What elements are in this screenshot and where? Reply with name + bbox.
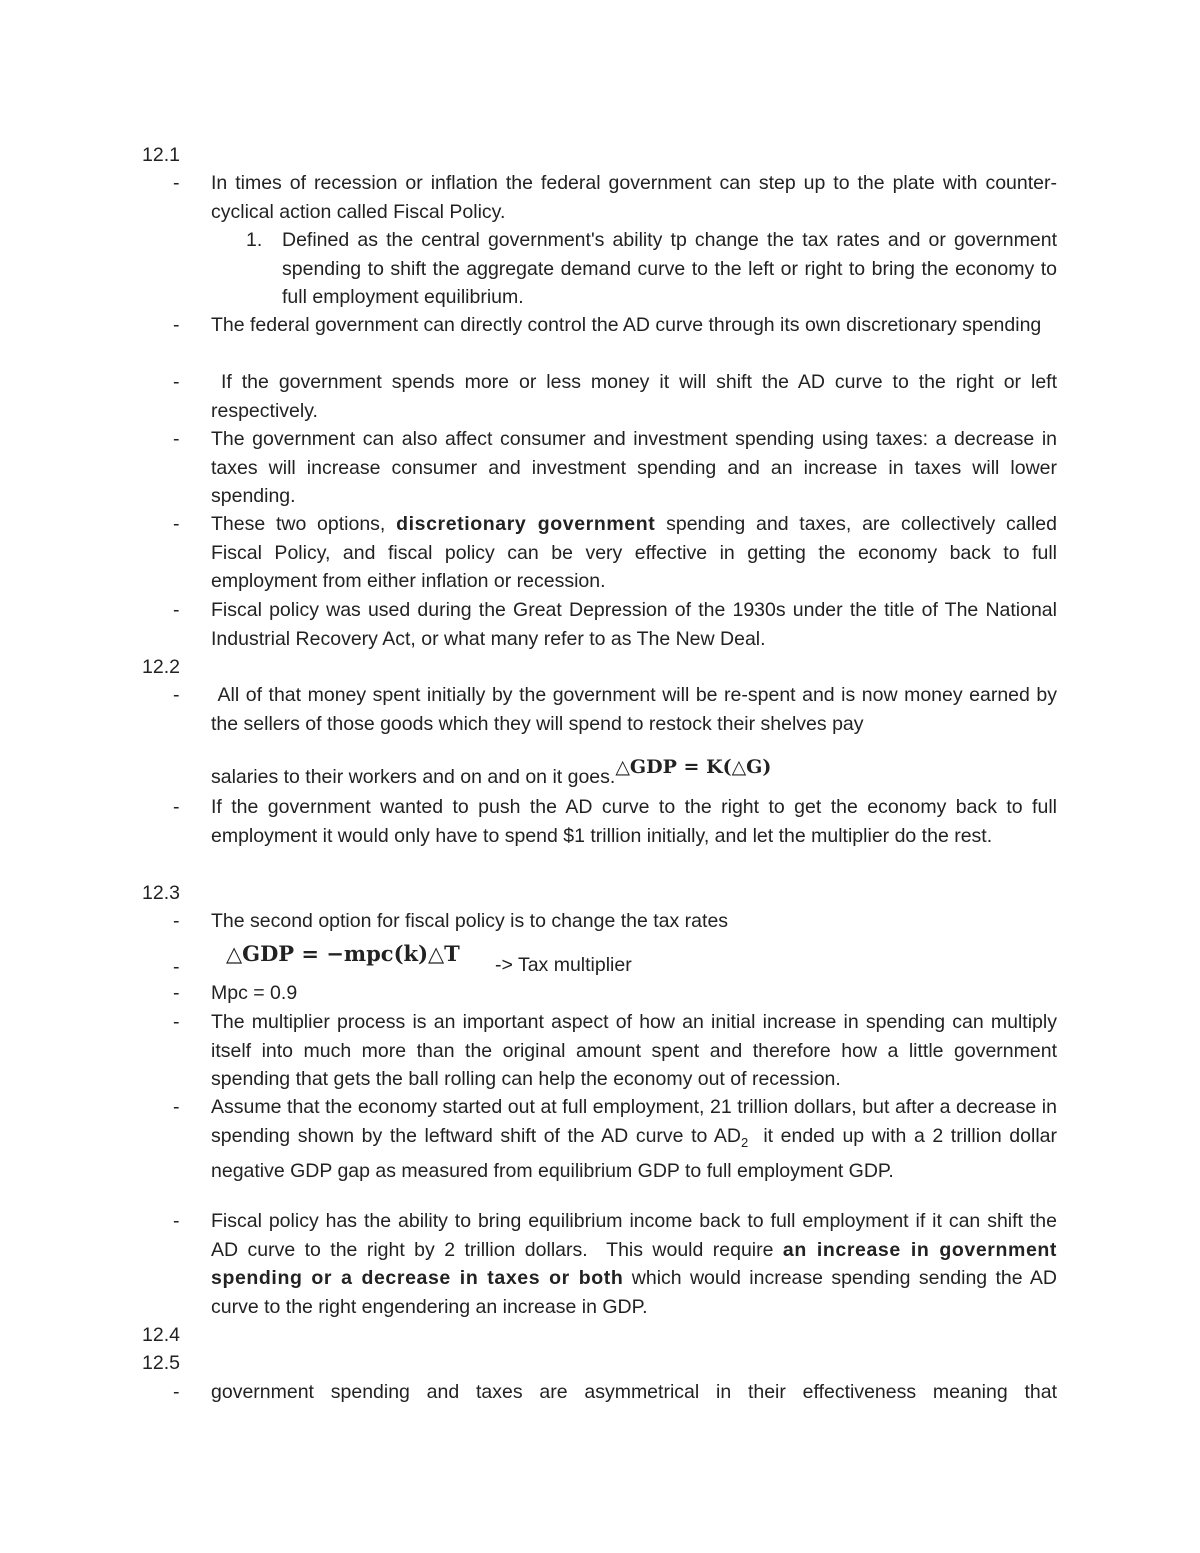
bullet-dash: - (173, 796, 180, 818)
bold-term-discretionary-government: discretionary government (396, 513, 656, 535)
paragraph-full-employment-gap (211, 1093, 1063, 1185)
bullet-dash: - (173, 1011, 180, 1033)
bullet-dash: - (173, 172, 180, 194)
paragraph-great-depression: Fiscal policy was used during the Great Depression of the 1930s under the title of The National Industrial Recovery Act, or what many refer to as The New Deal. (211, 599, 1057, 650)
formula-gdp-multiplier: △GDP = K(△G) (615, 756, 772, 778)
text-run: salaries to their workers and on and on it goes. (211, 766, 616, 788)
bullet-dash: - (173, 599, 180, 621)
bullet-dash: - (173, 982, 180, 1004)
text-run: which would increase spending sending the AD curve to the right engendering an increase in GDP. (211, 1267, 1063, 1318)
text-run: These two options, (211, 513, 397, 535)
paragraph-taxes-effect: The government can also affect consumer and investment spending using taxes: a decrease in taxes will increase consumer and investment spending and an increase in taxes will lower spending. (211, 428, 1057, 507)
label-tax-multiplier: -> Tax multiplier (495, 954, 632, 976)
paragraph-money-respent-end (211, 756, 772, 792)
text-run: Assume that the economy started out at full employment, 21 trillion dollars, but after a decrease in spending shown by the leftward shift of the AD curve to AD (211, 1096, 1063, 1147)
text-run: Fiscal policy has the ability to bring equilibrium income back to full employment if it can shift the AD curve to the right by 2 trillion dollars. This would require (211, 1210, 1062, 1261)
bullet-dash: - (173, 428, 180, 450)
bullet-dash: - (173, 956, 180, 978)
bullet-dash: - (173, 910, 180, 932)
paragraph-fiscal-ability (211, 1207, 1064, 1321)
bullet-dash: - (173, 1096, 180, 1118)
formula-tax-multiplier: △GDP = −mpc(k)△T (226, 941, 460, 966)
numbered-item-marker: 1. (246, 229, 263, 251)
text-run: spending and taxes, are collectively called Fiscal Policy, and fiscal policy can be very effective in getting the economy back to full employment from either inflation or recession. (211, 513, 1058, 592)
paragraph-second-option: The second option for fiscal policy is to change the tax rates (211, 910, 729, 932)
paragraph-multiplier-process: The multiplier process is an important aspect of how an initial increase in spending can multiply itself into much more than the original amount spent and therefore how a little government spending that gets the ball rolling can help the economy out of recession. (211, 1011, 1057, 1090)
paragraph-shift-ad-curve: If the government spends more or less money it will shift the AD curve to the right or left respectively. (211, 371, 1063, 422)
paragraph-discretionary-spending: The federal government can directly control the AD curve through its own discretionary spending (211, 314, 1042, 336)
bold-term-increase-spending: an increase in government spending or a decrease in taxes or both (211, 1238, 1064, 1289)
paragraph-recession-inflation: In times of recession or inflation the federal government can step up to the plate with counter-cyclical action called Fiscal Policy. (211, 172, 1057, 223)
paragraph-mpc: Mpc = 0.9 (211, 982, 298, 1004)
section-heading-12-5: 12.5 (142, 1352, 180, 1374)
bullet-dash: - (173, 314, 180, 336)
paragraph-two-options (211, 510, 1057, 596)
bullet-dash: - (173, 1210, 180, 1232)
bullet-dash: - (173, 684, 180, 706)
paragraph-asymmetrical: government spending and taxes are asymmetrical in their effectiveness meaning that (211, 1381, 1057, 1403)
paragraph-fiscal-policy-definition: Defined as the central government's ability tp change the tax rates and or government spending to shift the aggregate demand curve to the left or right to bring the economy to full employment equilibrium. (282, 229, 1057, 308)
bullet-dash: - (173, 513, 180, 535)
text-run: it ended up with a 2 trillion dollar negative GDP gap as measured from equilibrium GDP to full employment GDP. (211, 1124, 1063, 1182)
paragraph-money-respent: All of that money spent initially by the government will be re-spent and is now money earned by the sellers of those goods which they will spend to restock their shelves pay (211, 684, 1063, 735)
section-heading-12-1: 12.1 (142, 144, 180, 166)
bullet-dash: - (173, 371, 180, 393)
paragraph-push-ad-curve: If the government wanted to push the AD curve to the right to get the economy back to full employment it would only have to spend $1 trillion initially, and let the multiplier do the rest. (211, 796, 1057, 847)
section-heading-12-2: 12.2 (142, 656, 180, 678)
section-heading-12-3: 12.3 (142, 882, 180, 904)
section-heading-12-4: 12.4 (142, 1324, 180, 1346)
bullet-dash: - (173, 1381, 180, 1403)
subscript: 2 (740, 1134, 749, 1150)
